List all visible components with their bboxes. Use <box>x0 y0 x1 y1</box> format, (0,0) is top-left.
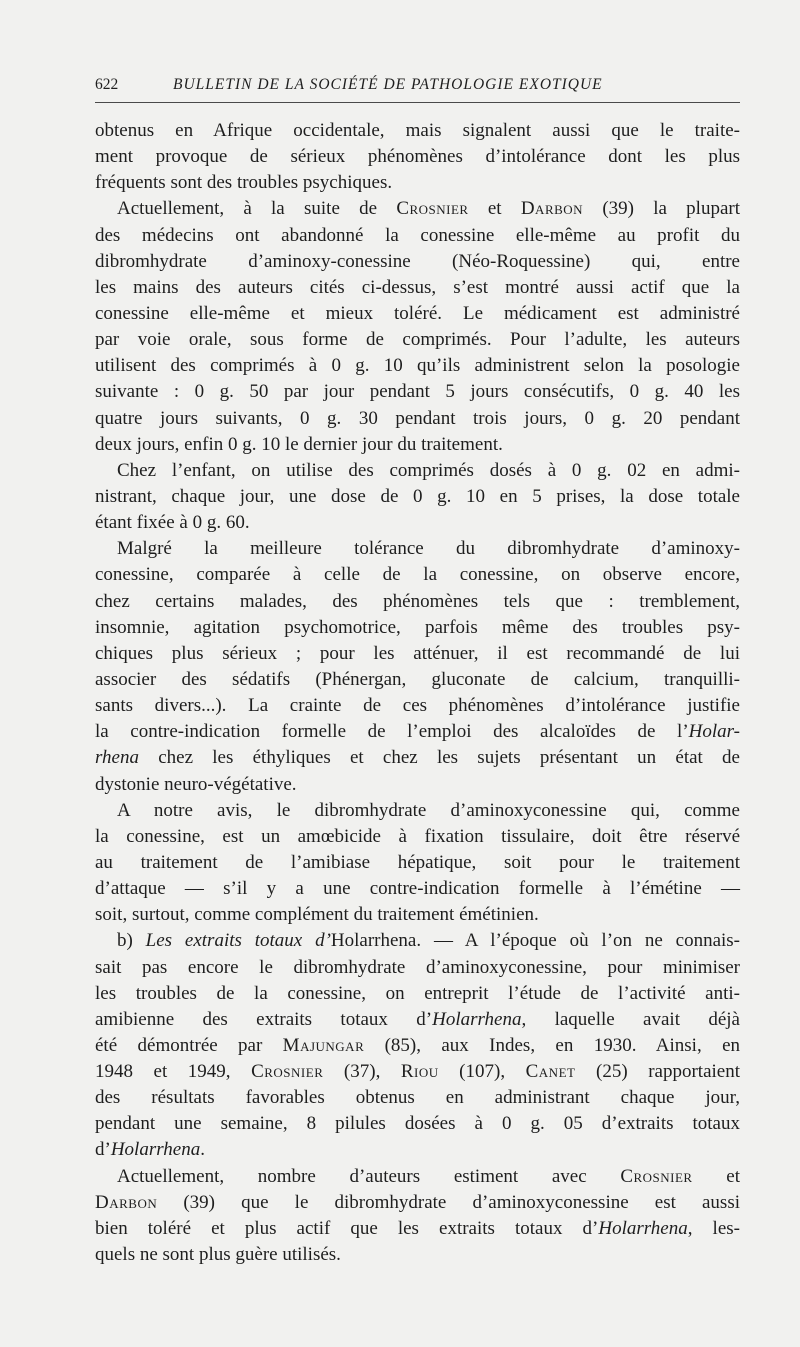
section-heading: Les extraits totaux d’ <box>145 930 331 952</box>
italic-term: rhena <box>95 747 139 769</box>
text-line: dibromhydrate d’aminoxy-conessine (Néo-Roquessine) qui, entre <box>95 250 740 272</box>
text-line: Malgré la meilleure tolérance du dibromhydrate d’aminoxy- <box>117 538 740 560</box>
text-line: au traitement de l’amibiase hépatique, soit pour le traitement <box>95 851 740 873</box>
text-line: sait pas encore le dibromhydrate d’aminoxyconessine, pour minimiser <box>95 956 740 978</box>
text-line: soit, surtout, comme complément du traitement émétinien. <box>95 904 539 926</box>
author-name: Majungar <box>282 1034 365 1056</box>
author-name: Crosnier <box>396 198 469 220</box>
body-text <box>95 118 740 1268</box>
text-line: la contre-indication formelle de l’emploi des alcaloïdes de l’Holar- <box>95 721 740 743</box>
text-line: quels ne sont plus guère utilisés. <box>95 1244 341 1266</box>
text-line: conessine, comparée à celle de la conessine, on observe encore, <box>95 564 740 586</box>
text-line: pendant une semaine, 8 pilules dosées à 0 g. 05 d’extraits totaux <box>95 1113 740 1135</box>
text-line: sants divers...). La crainte de ces phénomènes d’intolérance justifie <box>95 695 740 717</box>
author-name: Crosnier <box>620 1165 693 1187</box>
author-name: Darbon <box>520 198 584 220</box>
section-heading-line: b) Les extraits totaux d’Holarrhena. — A l’époque où l’on ne connais- <box>117 930 740 952</box>
text-line: les troubles de la conessine, on entreprit l’étude de l’activité anti- <box>95 982 740 1004</box>
text-line: bien toléré et plus actif que les extraits totaux d’Holarrhena, les- <box>95 1217 740 1239</box>
text-line: d’attaque — s’il y a une contre-indication formelle à l’émétine — <box>95 878 740 900</box>
text-line: les mains des auteurs cités ci-dessus, s’est montré aussi actif que la <box>95 276 740 298</box>
italic-term: Holarrhena <box>598 1217 688 1239</box>
author-name: Canet <box>525 1061 576 1083</box>
author-name: Crosnier <box>251 1061 324 1083</box>
text-line: A notre avis, le dibromhydrate d’aminoxyconessine qui, comme <box>117 799 740 821</box>
text-line: des médecins ont abandonné la conessine elle-même au profit du <box>95 224 740 246</box>
text-line: utilisent des comprimés à 0 g. 10 qu’ils administrent selon la posologie <box>95 355 740 377</box>
text-line: dystonie neuro-végétative. <box>95 773 297 795</box>
running-header <box>95 76 740 100</box>
text-line: 1948 et 1949, Crosnier (37), Riou (107), Canet (25) rapportaient <box>95 1061 740 1083</box>
text-line: nistrant, chaque jour, une dose de 0 g. 10 en 5 prises, la dose totale <box>95 485 740 507</box>
text-line: par voie orale, sous forme de comprimés. Pour l’adulte, les auteurs <box>95 329 740 351</box>
text-line: fréquents sont des troubles psychiques. <box>95 172 393 194</box>
journal-title: BULLETIN DE LA SOCIÉTÉ DE PATHOLOGIE EXOTIQUE <box>173 76 603 93</box>
author-name: Riou <box>400 1061 439 1083</box>
text-line: insomnie, agitation psychomotrice, parfois même des troubles psy- <box>95 616 740 638</box>
text-line: deux jours, enfin 0 g. 10 le dernier jour du traitement. <box>95 433 503 455</box>
text-line: suivante : 0 g. 50 par jour pendant 5 jours consécutifs, 0 g. 40 les <box>95 381 740 403</box>
page-number: 622 <box>95 76 119 93</box>
text-line: quatre jours suivants, 0 g. 30 pendant trois jours, 0 g. 20 pendant <box>95 407 740 429</box>
text-line: rhena chez les éthyliques et chez les sujets présentant un état de <box>95 747 740 769</box>
text-line: Darbon (39) que le dibromhydrate d’aminoxyconessine est aussi <box>95 1191 740 1213</box>
text-line: été démontrée par Majungar (85), aux Indes, en 1930. Ainsi, en <box>95 1034 740 1056</box>
text-line: ment provoque de sérieux phénomènes d’intolérance dont les plus <box>95 146 740 168</box>
text-line: chez certains malades, des phénomènes tels que : tremblement, <box>95 590 740 612</box>
text-line: Chez l’enfant, on utilise des comprimés dosés à 0 g. 02 en admi- <box>117 459 740 481</box>
text-line: chiques plus sérieux ; pour les atténuer, il est recommandé de lui <box>95 642 740 664</box>
italic-term: Holarrhena <box>432 1008 522 1030</box>
text-line: Actuellement, nombre d’auteurs estiment avec Crosnier et <box>117 1165 740 1187</box>
text-line: d’Holarrhena. <box>95 1139 205 1161</box>
text-line: la conessine, est un amœbicide à fixation tissulaire, doit être réservé <box>95 825 740 847</box>
italic-term: Holar- <box>688 721 740 743</box>
text-line: des résultats favorables obtenus en administrant chaque jour, <box>95 1087 740 1109</box>
text-line: amibienne des extraits totaux d’Holarrhena, laquelle avait déjà <box>95 1008 740 1030</box>
text-line: Actuellement, à la suite de Crosnier et Darbon (39) la plupart <box>117 198 740 220</box>
text-line: associer des sédatifs (Phénergan, gluconate de calcium, tranquilli- <box>95 668 740 690</box>
italic-term: Holarrhena <box>110 1139 201 1161</box>
text-line: étant fixée à 0 g. 60. <box>95 512 250 534</box>
text-line: obtenus en Afrique occidentale, mais signalent aussi que le traite- <box>95 120 740 141</box>
author-name: Darbon <box>95 1191 158 1213</box>
header-rule <box>95 102 740 103</box>
text-line: conessine elle-même et mieux toléré. Le médicament est administré <box>95 302 740 324</box>
